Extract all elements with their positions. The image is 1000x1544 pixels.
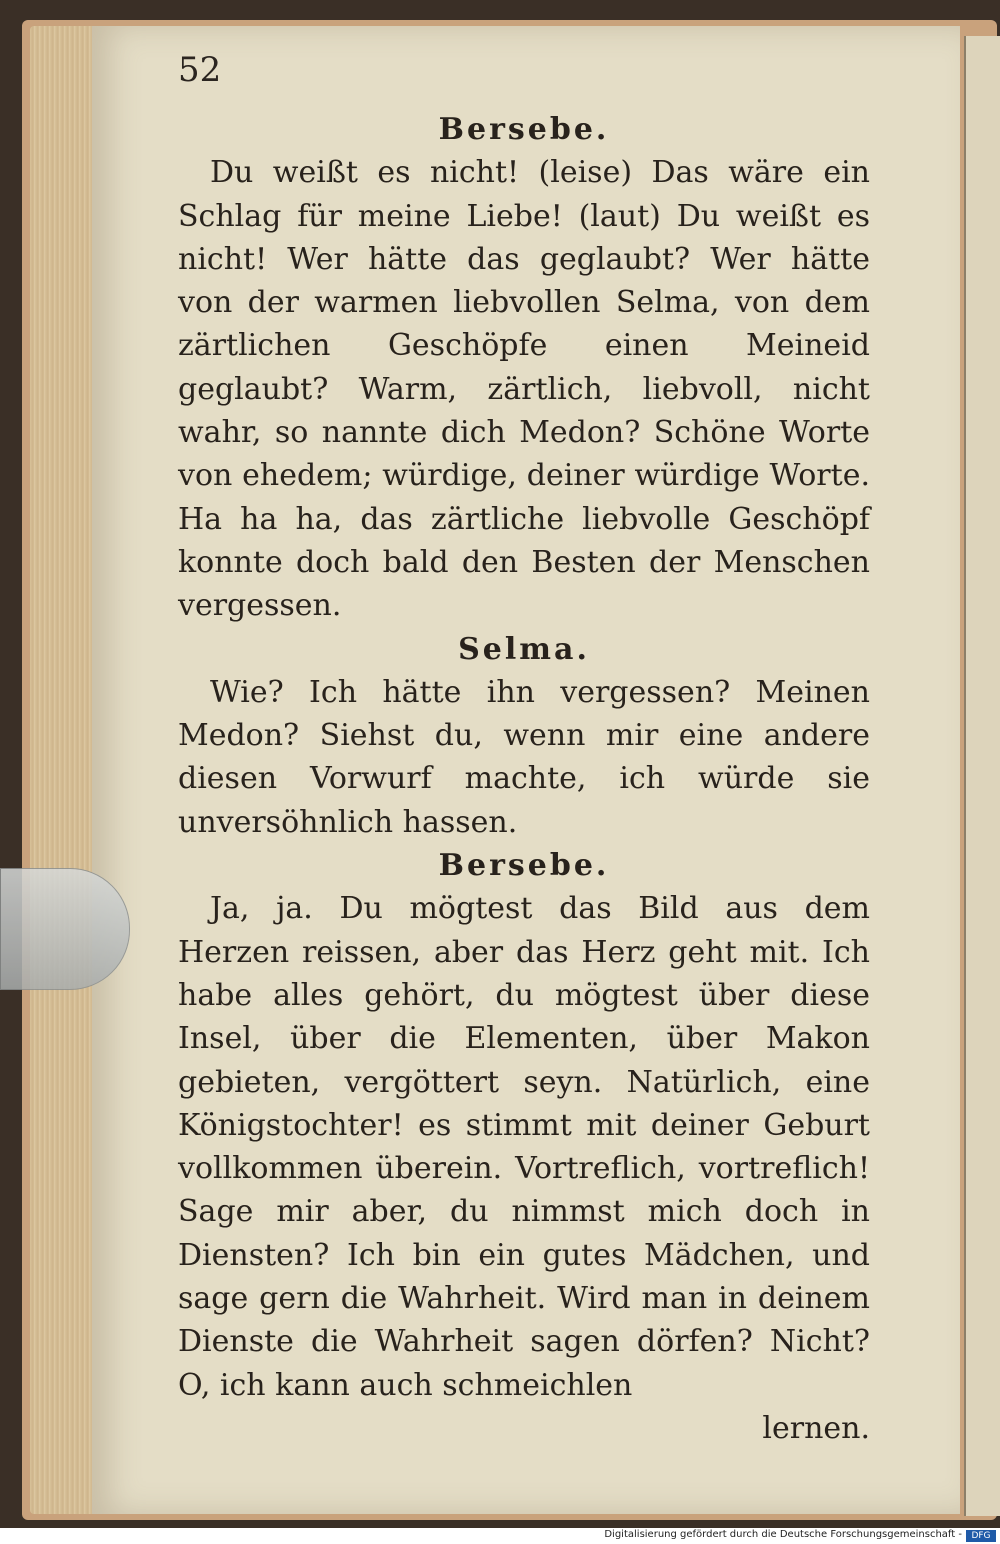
page-number: 52 [178, 50, 222, 90]
speaker-name: Selma. [458, 631, 590, 667]
page-edges [30, 26, 94, 1514]
page-text [178, 108, 870, 1450]
facing-page-edge [964, 36, 1000, 1516]
dfg-logo: DFG [966, 1530, 996, 1542]
dialogue-continuation: lernen. [762, 1410, 870, 1446]
speaker-name: Bersebe. [438, 112, 610, 147]
dialogue-paragraph: Wie? Ich hätte ihn vergessen? Meinen Medon? Siehst du, wenn mir eine andere diesen Vorwurf machte, ich würde sie unversöhnlich hassen. [178, 674, 870, 840]
speaker-name: Bersebe. [438, 848, 610, 884]
page-clip [0, 868, 130, 990]
dialogue-paragraph: Ja, ja. Du mögtest das Bild aus dem Herzen reissen, aber das Herz geht mit. Ich habe alles gehört, du mögtest über diese Insel, über die Elementen, über Makon gebieten, vergöttert seyn. Natürlich, eine Königstochter! es stimmt mit deiner Geburt vollkommen überein. Vortreflich, vortreflich! Sage mir aber, du nimmst mich doch in Diensten? Ich bin ein gutes Mädchen, und sage gern die Wahrheit. Wird man in deinem Dienste die Wahrheit sagen dörfen? Nicht? O, ich kann auch schmeichlen [178, 891, 870, 1403]
funding-credit: Digitalisierung gefördert durch die Deutsche Forschungsgemeinschaft - [604, 1529, 962, 1540]
dialogue-paragraph: Du weißt es nicht! (leise) Das wäre ein Schlag für meine Liebe! (laut) Du weißt es nicht! Wer hätte das geglaubt? Wer hätte von der warmen liebvollen Selma, von dem zärtlichen Geschöpfe einen Meineid geglaubt? Warm, zärtlich, liebvoll, nicht wahr, so nannte dich Medon? Schöne Worte von ehedem; würdige, deiner würdige Worte. Ha ha ha, das zärtliche liebvolle Geschöpf konnte doch bald den Besten der Menschen vergessen. [178, 155, 870, 624]
